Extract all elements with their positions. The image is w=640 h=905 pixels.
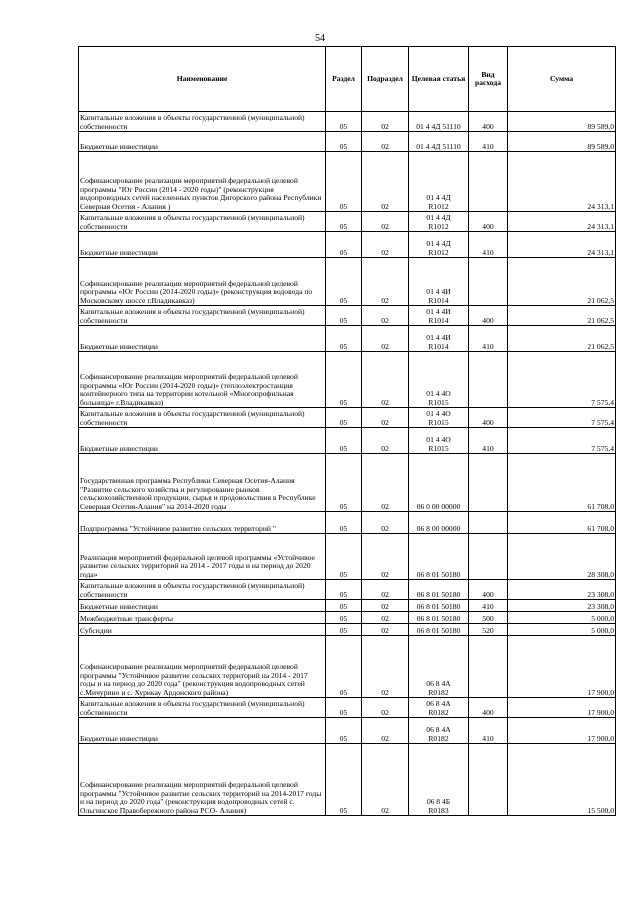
cell-expense-kind: 520 [469,624,508,636]
table-body [79,112,616,816]
cell-expense-kind: 410 [469,600,508,612]
cell-name: Софинансирование реализации мероприятий федеральной целевой программы "Юг России (2014 - 2020 годы)" (реконструкция водопроводных сетей населенных пунктов Дигорского района Республики Северная Осетия - Алания ) [79,152,326,212]
table-row [79,580,616,600]
cell-expense-kind: 400 [469,408,508,428]
cell-expense-kind: 410 [469,718,508,744]
cell-section: 05 [326,212,362,232]
cell-target: 06 8 01 50180 [409,534,469,580]
cell-sum: 7 575,4 [508,352,616,408]
cell-name: Софинансирование реализации мероприятий федеральной целевой программы «Юг России (2014-2020 годы)» (реконструкция водовода по Московскому шоссе г.Владикавказ) [79,258,326,306]
cell-sum: 15 500,0 [508,744,616,816]
table-row [79,624,616,636]
cell-sum: 7 575,4 [508,408,616,428]
cell-name: Капитальные вложения в объекты государственной (муниципальной) собственности [79,212,326,232]
cell-subsection: 02 [362,454,409,512]
cell-section: 05 [326,698,362,718]
cell-target: 01 4 4И R1014 [409,326,469,352]
cell-name: Реализация мероприятий федеральной целевой программы «Устойчивое развитие сельских территорий на 2014 - 2017 годы и на период до 2020 года» [79,534,326,580]
cell-expense-kind [469,744,508,816]
cell-section: 05 [326,326,362,352]
cell-section: 05 [326,352,362,408]
cell-target: 01 4 4И R1014 [409,306,469,326]
table-row [79,258,616,306]
cell-subsection: 02 [362,152,409,212]
cell-target: 01 4 4И R1014 [409,258,469,306]
cell-subsection: 02 [362,612,409,624]
cell-name: Капитальные вложения в объекты государственной (муниципальной) собственности [79,112,326,132]
cell-expense-kind: 400 [469,112,508,132]
cell-name: Софинансирование реализации мероприятий федеральной целевой программы «Юг России (2014-2020 годы)» (теплоэлектростанция контейнерного типа на территории котельной «Многопрофильная больница» г.Владикавказ) [79,352,326,408]
cell-target: 01 4 4Д R1012 [409,152,469,212]
cell-section: 05 [326,428,362,454]
cell-target: 01 4 4Д 51110 [409,132,469,152]
cell-target: 01 4 4О R1015 [409,352,469,408]
cell-name: Подпрограмма "Устойчивое развитие сельских территорий " [79,512,326,534]
table-row [79,698,616,718]
cell-sum: 23 308,0 [508,580,616,600]
cell-subsection: 02 [362,636,409,698]
cell-sum: 21 062,5 [508,306,616,326]
cell-expense-kind [469,352,508,408]
cell-sum: 5 000,0 [508,624,616,636]
cell-subsection: 02 [362,232,409,258]
cell-section: 05 [326,534,362,580]
cell-sum: 23 308,0 [508,600,616,612]
cell-subsection: 02 [362,600,409,612]
cell-name: Капитальные вложения в объекты государственной (муниципальной) собственности [79,408,326,428]
table-row [79,132,616,152]
cell-sum: 28 308,0 [508,534,616,580]
cell-name: Бюджетные инвестиции [79,718,326,744]
cell-sum: 7 575,4 [508,428,616,454]
cell-section: 05 [326,636,362,698]
table-row [79,428,616,454]
cell-target: 06 0 00 00000 [409,454,469,512]
cell-target: 06 8 4А R0182 [409,636,469,698]
cell-expense-kind: 400 [469,580,508,600]
cell-subsection: 02 [362,326,409,352]
cell-expense-kind: 410 [469,132,508,152]
cell-section: 05 [326,580,362,600]
cell-expense-kind [469,454,508,512]
cell-target: 01 4 4О R1015 [409,428,469,454]
cell-subsection: 02 [362,306,409,326]
cell-target: 01 4 4Д R1012 [409,232,469,258]
cell-name: Бюджетные инвестиции [79,132,326,152]
cell-expense-kind: 500 [469,612,508,624]
table-header-row [79,47,616,112]
cell-name: Государственная программа Республики Северная Осетия-Алания "Развитие сельского хозяйства и регулирование рынков сельскохозяйственной продукции, сырья и продовольствия в Республике Северная Осетия-Алания" на 2014-2020 годы [79,454,326,512]
cell-expense-kind: 410 [469,428,508,454]
cell-sum: 61 708,0 [508,454,616,512]
header-section: Раздел [326,47,362,112]
cell-sum: 17 900,0 [508,718,616,744]
table-row [79,232,616,258]
cell-target: 01 4 4О R1015 [409,408,469,428]
cell-subsection: 02 [362,534,409,580]
cell-target: 06 8 01 50180 [409,612,469,624]
cell-expense-kind [469,512,508,534]
cell-expense-kind: 400 [469,698,508,718]
cell-name: Межбюджетные трансферты [79,612,326,624]
cell-sum: 21 062,5 [508,326,616,352]
cell-section: 05 [326,152,362,212]
cell-target: 06 8 01 50180 [409,600,469,612]
cell-name: Капитальные вложения в объекты государственной (муниципальной) собственности [79,698,326,718]
cell-target: 06 8 01 50180 [409,580,469,600]
budget-table [78,46,616,816]
table-row [79,454,616,512]
cell-name: Софинансирование реализации мероприятий федеральной целевой программы "Устойчивое развитие сельских территорий на 2014 - 2017 годы и на период до 2020 года" (реконструкция водопроводных сетей с.Мичурино и с. Хурикау Ардонского района) [79,636,326,698]
table-row [79,718,616,744]
table-row [79,306,616,326]
cell-sum: 89 589,0 [508,132,616,152]
cell-expense-kind: 400 [469,306,508,326]
cell-sum: 17 900,0 [508,636,616,698]
cell-subsection: 02 [362,132,409,152]
cell-name: Бюджетные инвестиции [79,600,326,612]
cell-expense-kind [469,636,508,698]
table-row [79,352,616,408]
table-row [79,326,616,352]
cell-subsection: 02 [362,624,409,636]
cell-expense-kind: 410 [469,326,508,352]
header-expense-kind: Вид расхода [469,47,508,112]
cell-section: 05 [326,408,362,428]
cell-subsection: 02 [362,408,409,428]
table-row [79,112,616,132]
cell-target: 06 8 4А R0182 [409,698,469,718]
cell-subsection: 02 [362,352,409,408]
cell-target: 06 8 00 00000 [409,512,469,534]
cell-section: 05 [326,612,362,624]
cell-section: 05 [326,718,362,744]
table-row [79,512,616,534]
cell-subsection: 02 [362,212,409,232]
cell-expense-kind: 400 [469,212,508,232]
cell-name: Капитальные вложения в объекты государственной (муниципальной) собственности [79,580,326,600]
cell-expense-kind [469,258,508,306]
header-name: Наименование [79,47,326,112]
table-row [79,612,616,624]
cell-name: Субсидии [79,624,326,636]
cell-target: 06 8 01 50180 [409,624,469,636]
cell-sum: 24 313,1 [508,232,616,258]
cell-subsection: 02 [362,718,409,744]
cell-sum: 89 589,0 [508,112,616,132]
cell-target: 06 8 4А R0182 [409,718,469,744]
cell-name: Бюджетные инвестиции [79,232,326,258]
cell-sum: 24 313,1 [508,152,616,212]
cell-name: Бюджетные инвестиции [79,428,326,454]
cell-expense-kind [469,534,508,580]
cell-section: 05 [326,744,362,816]
cell-section: 05 [326,132,362,152]
cell-expense-kind: 410 [469,232,508,258]
cell-target: 01 4 4Д 51110 [409,112,469,132]
cell-subsection: 02 [362,258,409,306]
table-row [79,636,616,698]
table-row [79,408,616,428]
table-row [79,744,616,816]
cell-name: Софинансирование реализации мероприятий федеральной целевой программы "Устойчивое развитие сельских территорий на 2014-2017 годы и на период до 2020 года" (реконструкция водопроводных сетей с. Ольгинское Правобережного района РСО- Алания) [79,744,326,816]
cell-section: 05 [326,258,362,306]
cell-subsection: 02 [362,512,409,534]
cell-subsection: 02 [362,580,409,600]
cell-sum: 17 900,0 [508,698,616,718]
cell-section: 05 [326,306,362,326]
cell-section: 05 [326,112,362,132]
header-sum: Сумма [508,47,616,112]
cell-section: 05 [326,600,362,612]
cell-section: 05 [326,232,362,258]
table-row [79,600,616,612]
cell-subsection: 02 [362,744,409,816]
page-number: 54 [315,33,325,44]
header-subsection: Подраздел [362,47,409,112]
cell-target: 01 4 4Д R1012 [409,212,469,232]
cell-sum: 61 708,0 [508,512,616,534]
cell-sum: 21 062,5 [508,258,616,306]
table-row [79,534,616,580]
cell-subsection: 02 [362,112,409,132]
cell-section: 05 [326,454,362,512]
cell-sum: 5 000,0 [508,612,616,624]
cell-section: 05 [326,512,362,534]
header-target: Целевая статья [409,47,469,112]
cell-subsection: 02 [362,698,409,718]
cell-expense-kind [469,152,508,212]
table-row [79,152,616,212]
table-row [79,212,616,232]
cell-sum: 24 313,1 [508,212,616,232]
cell-name: Бюджетные инвестиции [79,326,326,352]
cell-subsection: 02 [362,428,409,454]
cell-target: 06 8 4Б R0183 [409,744,469,816]
cell-section: 05 [326,624,362,636]
cell-name: Капитальные вложения в объекты государственной (муниципальной) собственности [79,306,326,326]
